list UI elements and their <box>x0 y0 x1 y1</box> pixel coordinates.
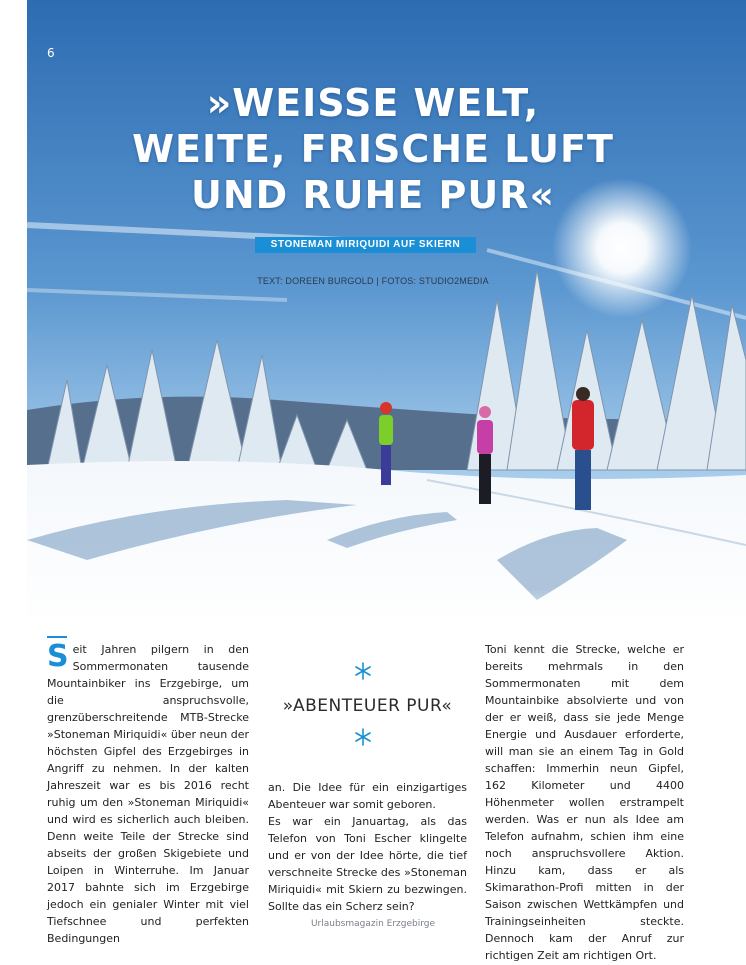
column-1-text: eit Jahren pilgern in den Sommermonaten tausende Mountainbiker ins Erzgebirge, um die anspruchsvolle, grenzüberschreitende MTB-Strecke »Stoneman Miriquidi« über neun der höchsten Gipfel des Erzgebirges in Angriff zu nehmen. In der kalten Jahreszeit war es bis 2016 recht ruhig um den »Stoneman Miriquidi« und wird es sicherlich auch bleiben. Denn weite Teile der Strecke sind abseits der großen Skigebiete und Loipen in Winterruhe. Im Januar 2017 bahnte sich im Erzgebirge jedoch ein genialer Winter mit viel Tiefschnee und perfekten Bedingungen <box>47 643 250 945</box>
headline-line-1: »WEISSE WELT, <box>206 81 540 125</box>
headline-line-2: WEITE, FRISCHE LUFT <box>132 127 614 171</box>
headline <box>80 80 666 218</box>
paragraph: Es war ein Januartag, als das Telefon von Toni Escher klingelte und er von der Idee hörte, die tief verschneite Strecke des »Stoneman Miriquidi« mit Skiern zu bezwingen. Sollte das ein Scherz sein? <box>268 815 467 913</box>
article-column-1 <box>47 641 249 947</box>
paragraph: Toni kennt die Strecke, welche er bereits mehrmals in den Sommermonaten mit dem Mountainbike absolvierte und von der er weiß, dass sie jede Menge Energie und Ausdauer erforderte, will man sie an einem Tag in Gold schaffen: Immerhin neun Gipfel, 162 Kilometer und 4400 Höhenmeter wollen erstrampelt werden. Was er nun als Idee am Telefon aufnahm, schien ihm eine noch anspruchsvollere Aktion. Hinzu kam, dass er als Skimarathon-Profi mitten in der Saison zwischen Wettkämpfen und Trainingseinheiten steckte. Dennoch kam der Anruf zur richtigen Zeit am richtigen Ort. <box>485 643 684 962</box>
pull-quote: »ABENTEUER PUR« <box>282 696 453 716</box>
headline-line-3: UND RUHE PUR« <box>190 173 556 217</box>
asterisk-star-icon <box>354 728 372 746</box>
paragraph <box>47 641 249 947</box>
dropcap-accent-line <box>47 636 67 638</box>
article-column-3 <box>485 641 684 964</box>
author-credits: TEXT: DOREEN BURGOLD | FOTOS: STUDIO2MEDIA <box>257 276 489 286</box>
article-column-2 <box>268 779 467 915</box>
subtitle-badge: STONEMAN MIRIQUIDI AUF SKIERN <box>255 237 476 253</box>
asterisk-star-icon <box>354 662 372 680</box>
page-number: 6 <box>47 46 55 60</box>
drop-cap: S <box>47 639 69 674</box>
footer-publication-name: Urlaubsmagazin Erzgebirge <box>310 919 436 929</box>
paragraph: an. Die Idee für ein einzigartiges Abenteuer war somit geboren. <box>268 781 467 811</box>
